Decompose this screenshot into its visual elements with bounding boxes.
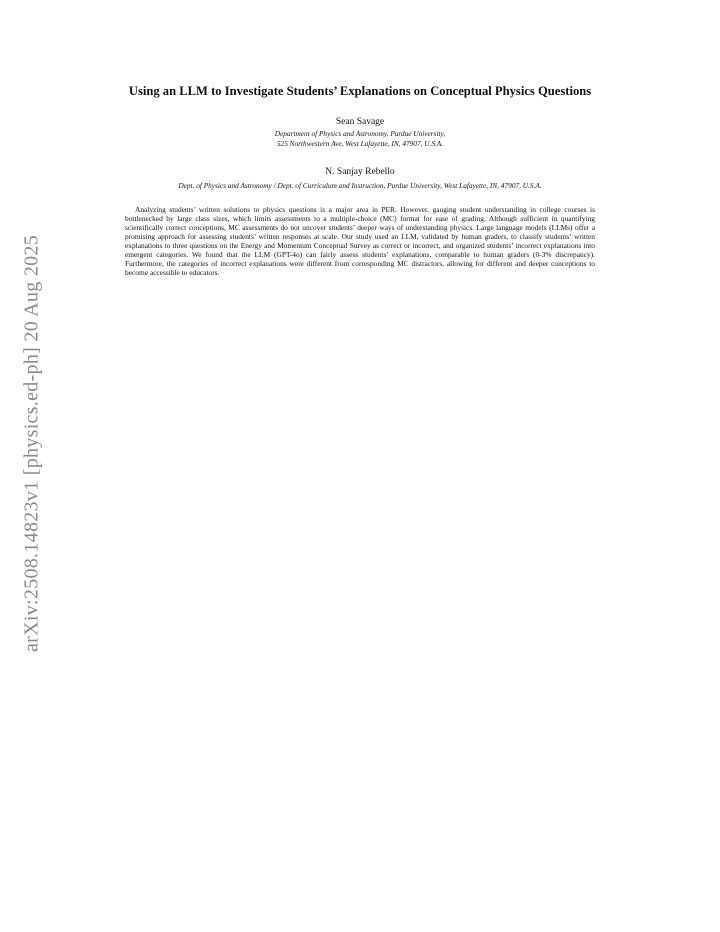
author-name-2: N. Sanjay Rebello — [325, 167, 395, 177]
abstract-paragraph: Analyzing students’ written solutions to physics questions is a major area in PER. However, gauging student understanding in college courses is bottlenecked by large class sizes, which limits assessments to a multiple-choice (MC) format for ease of grading. Although sufficient in quantifying scientifically correct conceptions, MC assessments do not uncover students’ deeper ways of understanding physics. Large language models (LLMs) offer a promising approach for assessing students’ written responses at scale. Our study used an LLM, validated by human graders, to classify students’ written explanations to three questions on the Energy and Momentum Conceptual Survey as correct or incorrect, and organized students’ incorrect explanations into emergent categories. We found that the LLM (GPT-4o) can fairly assess students’ explanations, comparable to human graders (0-3% discrepancy). Furthermore, the categories of incorrect explanations were different from corresponding MC distractors, allowing for different and deeper conceptions to become accessible to educators. — [125, 205, 595, 278]
paper-title: Using an LLM to Investigate Students’ Explanations on Conceptual Physics Questions — [128, 84, 592, 98]
author-name-1: Sean Savage — [335, 117, 385, 127]
author-affiliation-2-line-1: Dept. of Physics and Astronomy / Dept. of Curriculum and Instruction, Purdue University, West Lafayette, IN, 47907, U.S.A. — [178, 181, 542, 190]
arxiv-identifier-text: arXiv:2508.14823v1 [physics.ed-ph] 20 Aug 2025 — [20, 234, 43, 653]
author-affiliation-1-line-2: 525 Northwestern Ave, West Lafayette, IN, 47907, U.S.A. — [276, 139, 444, 148]
author-affiliation-1-line-1: Department of Physics and Astronomy, Purdue University, — [274, 129, 446, 138]
